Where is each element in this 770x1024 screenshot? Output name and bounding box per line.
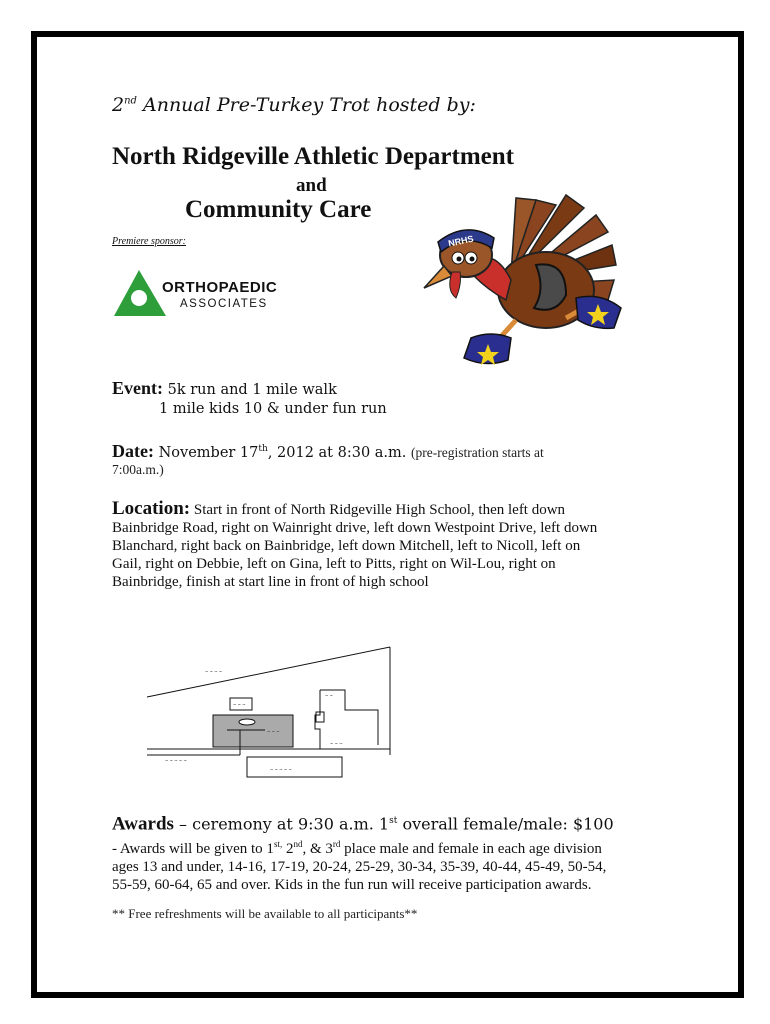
awards-sup2: nd <box>293 839 303 849</box>
location-label: Location: <box>112 498 191 519</box>
location-line4: Gail, right on Debbie, left on Gina, left to Pitts, right on Wil-Lou, right on <box>112 556 556 572</box>
orthopaedic-associates-logo <box>112 268 312 318</box>
route-map-diagram <box>145 645 395 785</box>
hosted-by-line <box>112 94 476 116</box>
svg-text:~ ~ ~ ~: ~ ~ ~ ~ <box>205 669 223 674</box>
host-athletic-department: North Ridgeville Athletic Department <box>112 143 515 170</box>
svg-text:~ ~ ~ ~ ~: ~ ~ ~ ~ ~ <box>165 758 187 763</box>
location-line5: Bainbridge, finish at start line in front of high school <box>112 574 429 590</box>
ordinal: 2 <box>112 94 125 116</box>
hosted-text: Annual Pre-Turkey Trot hosted by: <box>142 94 476 116</box>
ordinal-suffix: nd <box>124 95 137 107</box>
awards-line3: 55-59, 60-64, 65 and over. Kids in the fun run will receive participation awards. <box>112 877 592 893</box>
logo-line1: ORTHOPAEDIC <box>162 279 278 296</box>
event-line <box>112 379 337 400</box>
premiere-sponsor-label: Premiere sponsor: <box>112 236 186 247</box>
headband-text: NRHS <box>447 233 475 249</box>
location-block <box>112 500 672 591</box>
awards-headline-sup: st <box>389 816 398 826</box>
date-label: Date: <box>112 440 154 461</box>
svg-text:~ ~ ~: ~ ~ ~ <box>330 741 343 746</box>
location-line1: Start in front of North Ridgeville High School, then left down <box>193 502 566 518</box>
date-note2: 7:00a.m.) <box>112 462 164 477</box>
location-line3: Blanchard, right back on Bainbridge, left down Mitchell, left to Nicoll, left on <box>112 538 581 554</box>
date-sup: th <box>258 444 268 454</box>
date-line <box>112 440 544 463</box>
event-label: Event: <box>112 378 163 398</box>
awards-headline-post: overall female/male: $100 <box>397 814 614 834</box>
date-value-pre: November 17 <box>158 444 259 461</box>
awards-details <box>112 835 682 894</box>
awards-sup1: st, <box>273 839 283 849</box>
svg-text:~ ~ ~ ~ ~: ~ ~ ~ ~ ~ <box>270 767 292 772</box>
awards-sup3: rd <box>332 839 341 849</box>
event-line2: 1 mile kids 10 & under fun run <box>159 401 387 417</box>
awards-label: Awards <box>112 813 174 835</box>
host-community-care: Community Care <box>185 196 372 223</box>
logo-line2: ASSOCIATES <box>180 298 268 310</box>
awards-headline-pre: – ceremony at 9:30 a.m. 1 <box>173 814 390 834</box>
running-turkey-mascot-icon <box>416 180 626 375</box>
date-value-post: , 2012 at 8:30 a.m. <box>267 444 407 461</box>
location-line2: Bainbridge Road, right on Wainright drive, left down Westpoint Drive, left down <box>112 520 598 536</box>
awards-line1-pre: - Awards will be given to 1 <box>112 841 274 857</box>
and-text: and <box>296 175 327 196</box>
svg-text:~ ~ ~: ~ ~ ~ <box>233 702 246 707</box>
date-note: (pre-registration starts at <box>411 444 544 460</box>
awards-mid2: , & 3 <box>302 841 333 857</box>
awards-line1-post: place male and female in each age division <box>340 841 602 857</box>
awards-line1 <box>112 835 682 858</box>
awards-mid1: 2 <box>282 841 294 857</box>
event-line1: 5k run and 1 mile walk <box>167 382 337 398</box>
refreshments-note: ** Free refreshments will be available to all participants** <box>112 906 418 921</box>
awards-headline <box>112 812 614 833</box>
awards-line2: ages 13 and under, 14-16, 17-19, 20-24, 25-29, 30-34, 35-39, 40-44, 45-49, 50-54, <box>112 859 607 875</box>
svg-text:~ ~: ~ ~ <box>325 693 333 698</box>
svg-text:~ ~ ~: ~ ~ ~ <box>267 729 280 734</box>
